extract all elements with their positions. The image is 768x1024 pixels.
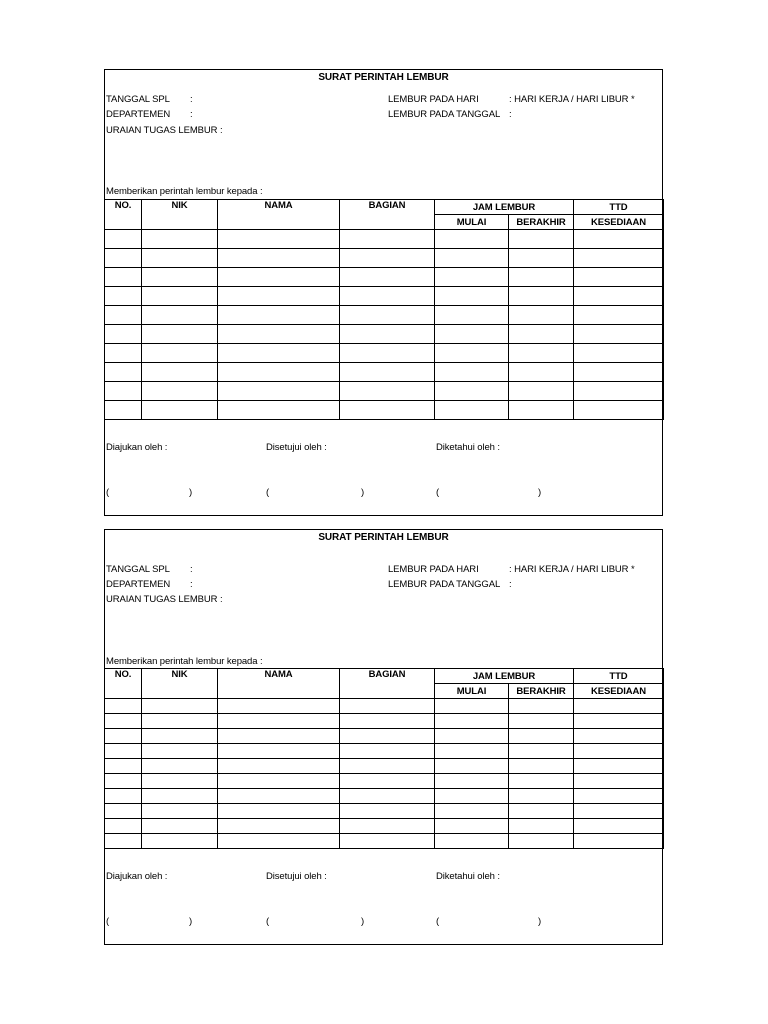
cell-nama[interactable] bbox=[218, 268, 340, 287]
cell-mulai[interactable] bbox=[435, 819, 509, 834]
cell-no[interactable] bbox=[105, 401, 142, 420]
cell-bagian[interactable] bbox=[340, 699, 435, 714]
uraian-tugas-label: URAIAN TUGAS LEMBUR : bbox=[106, 594, 223, 605]
table-row bbox=[105, 363, 664, 382]
lembur-pada-hari-label: LEMBUR PADA HARI bbox=[388, 94, 479, 105]
cell-berakhir[interactable] bbox=[509, 306, 574, 325]
cell-no[interactable] bbox=[105, 344, 142, 363]
cell-bagian[interactable] bbox=[340, 249, 435, 268]
cell-mulai[interactable] bbox=[435, 714, 509, 729]
lembur-pada-tanggal-colon: : bbox=[509, 579, 512, 590]
cell-no[interactable] bbox=[105, 819, 142, 834]
lembur-pada-hari-label: LEMBUR PADA HARI bbox=[388, 564, 479, 575]
cell-nik[interactable] bbox=[142, 306, 218, 325]
cell-ttd[interactable] bbox=[574, 744, 664, 759]
cell-berakhir[interactable] bbox=[509, 729, 574, 744]
cell-mulai[interactable] bbox=[435, 401, 509, 420]
signature-close-paren-1: ) bbox=[189, 916, 193, 927]
overtime-form-2 bbox=[104, 529, 663, 945]
cell-berakhir[interactable] bbox=[509, 774, 574, 789]
table-row bbox=[105, 344, 664, 363]
signature-open-paren-3: ( bbox=[436, 916, 440, 927]
cell-berakhir[interactable] bbox=[509, 744, 574, 759]
cell-mulai[interactable] bbox=[435, 759, 509, 774]
cell-mulai[interactable] bbox=[435, 744, 509, 759]
cell-ttd[interactable] bbox=[574, 759, 664, 774]
cell-no[interactable] bbox=[105, 804, 142, 819]
cell-nik[interactable] bbox=[142, 268, 218, 287]
uraian-tugas-label: URAIAN TUGAS LEMBUR : bbox=[106, 125, 223, 136]
table-row bbox=[105, 819, 664, 834]
cell-ttd[interactable] bbox=[574, 834, 664, 849]
col-header-kesediaan: KESEDIAAN bbox=[574, 684, 664, 699]
signature-close-paren-2: ) bbox=[361, 916, 365, 927]
col-header-mulai: MULAI bbox=[435, 215, 509, 230]
cell-bagian[interactable] bbox=[340, 834, 435, 849]
table-row bbox=[105, 759, 664, 774]
cell-bagian[interactable] bbox=[340, 789, 435, 804]
cell-nik[interactable] bbox=[142, 759, 218, 774]
cell-mulai[interactable] bbox=[435, 804, 509, 819]
signature-close-paren-2: ) bbox=[361, 487, 365, 498]
cell-ttd[interactable] bbox=[574, 729, 664, 744]
cell-mulai[interactable] bbox=[435, 382, 509, 401]
cell-nama[interactable] bbox=[218, 344, 340, 363]
cell-ttd[interactable] bbox=[574, 287, 664, 306]
col-header-jam-lembur: JAM LEMBUR bbox=[435, 200, 574, 215]
col-header-bagian: BAGIAN bbox=[340, 200, 435, 230]
cell-ttd[interactable] bbox=[574, 804, 664, 819]
cell-nama[interactable] bbox=[218, 729, 340, 744]
col-header-ttd: TTD bbox=[574, 669, 664, 684]
cell-no[interactable] bbox=[105, 325, 142, 344]
cell-nama[interactable] bbox=[218, 401, 340, 420]
cell-bagian[interactable] bbox=[340, 804, 435, 819]
table-row bbox=[105, 804, 664, 819]
cell-nik[interactable] bbox=[142, 230, 218, 249]
instruction-text: Memberikan perintah lembur kepada : bbox=[106, 186, 263, 197]
cell-nik[interactable] bbox=[142, 344, 218, 363]
signature-open-paren-3: ( bbox=[436, 487, 440, 498]
col-header-ttd: TTD bbox=[574, 200, 664, 215]
diketahui-oleh-label: Diketahui oleh : bbox=[436, 442, 500, 453]
cell-nama[interactable] bbox=[218, 249, 340, 268]
diajukan-oleh-label: Diajukan oleh : bbox=[106, 442, 168, 453]
cell-nama[interactable] bbox=[218, 699, 340, 714]
departemen-label: DEPARTEMEN bbox=[106, 109, 171, 120]
cell-bagian[interactable] bbox=[340, 325, 435, 344]
cell-mulai[interactable] bbox=[435, 287, 509, 306]
table-row bbox=[105, 306, 664, 325]
cell-no[interactable] bbox=[105, 382, 142, 401]
diajukan-oleh-label: Diajukan oleh : bbox=[106, 871, 168, 882]
cell-mulai[interactable] bbox=[435, 789, 509, 804]
cell-berakhir[interactable] bbox=[509, 230, 574, 249]
cell-nama[interactable] bbox=[218, 789, 340, 804]
table-row bbox=[105, 401, 664, 420]
cell-nik[interactable] bbox=[142, 819, 218, 834]
cell-bagian[interactable] bbox=[340, 401, 435, 420]
cell-ttd[interactable] bbox=[574, 306, 664, 325]
cell-ttd[interactable] bbox=[574, 382, 664, 401]
col-header-berakhir: BERAKHIR bbox=[509, 684, 574, 699]
cell-nik[interactable] bbox=[142, 714, 218, 729]
form-title: SURAT PERINTAH LEMBUR bbox=[318, 532, 449, 543]
cell-bagian[interactable] bbox=[340, 819, 435, 834]
diketahui-oleh-label: Diketahui oleh : bbox=[436, 871, 500, 882]
cell-mulai[interactable] bbox=[435, 268, 509, 287]
cell-ttd[interactable] bbox=[574, 401, 664, 420]
cell-no[interactable] bbox=[105, 249, 142, 268]
cell-nama[interactable] bbox=[218, 834, 340, 849]
cell-berakhir[interactable] bbox=[509, 382, 574, 401]
cell-ttd[interactable] bbox=[574, 714, 664, 729]
cell-bagian[interactable] bbox=[340, 729, 435, 744]
signature-close-paren-3: ) bbox=[538, 487, 542, 498]
table-row bbox=[105, 382, 664, 401]
col-header-nama: NAMA bbox=[218, 200, 340, 230]
table-row bbox=[105, 230, 664, 249]
departemen-colon: : bbox=[190, 109, 193, 120]
cell-ttd[interactable] bbox=[574, 268, 664, 287]
cell-bagian[interactable] bbox=[340, 287, 435, 306]
cell-bagian[interactable] bbox=[340, 744, 435, 759]
signature-open-paren-2: ( bbox=[266, 487, 270, 498]
lembur-pada-hari-value: : HARI KERJA / HARI LIBUR * bbox=[509, 564, 635, 575]
cell-nik[interactable] bbox=[142, 774, 218, 789]
cell-berakhir[interactable] bbox=[509, 699, 574, 714]
cell-no[interactable] bbox=[105, 774, 142, 789]
table-row bbox=[105, 729, 664, 744]
cell-berakhir[interactable] bbox=[509, 344, 574, 363]
col-header-jam-lembur: JAM LEMBUR bbox=[435, 669, 574, 684]
cell-ttd[interactable] bbox=[574, 819, 664, 834]
table-row bbox=[105, 834, 664, 849]
cell-bagian[interactable] bbox=[340, 363, 435, 382]
cell-bagian[interactable] bbox=[340, 774, 435, 789]
cell-nama[interactable] bbox=[218, 819, 340, 834]
cell-berakhir[interactable] bbox=[509, 363, 574, 382]
cell-nama[interactable] bbox=[218, 744, 340, 759]
cell-bagian[interactable] bbox=[340, 714, 435, 729]
form-title: SURAT PERINTAH LEMBUR bbox=[318, 72, 449, 83]
cell-nik[interactable] bbox=[142, 804, 218, 819]
cell-no[interactable] bbox=[105, 759, 142, 774]
cell-nama[interactable] bbox=[218, 306, 340, 325]
col-header-berakhir: BERAKHIR bbox=[509, 215, 574, 230]
cell-nama[interactable] bbox=[218, 363, 340, 382]
cell-nama[interactable] bbox=[218, 382, 340, 401]
cell-ttd[interactable] bbox=[574, 249, 664, 268]
cell-nama[interactable] bbox=[218, 287, 340, 306]
cell-bagian[interactable] bbox=[340, 306, 435, 325]
cell-berakhir[interactable] bbox=[509, 401, 574, 420]
col-header-no: NO. bbox=[105, 669, 142, 699]
cell-nama[interactable] bbox=[218, 714, 340, 729]
cell-nama[interactable] bbox=[218, 804, 340, 819]
cell-ttd[interactable] bbox=[574, 344, 664, 363]
cell-mulai[interactable] bbox=[435, 306, 509, 325]
cell-ttd[interactable] bbox=[574, 774, 664, 789]
cell-berakhir[interactable] bbox=[509, 789, 574, 804]
col-header-nik: NIK bbox=[142, 669, 218, 699]
cell-bagian[interactable] bbox=[340, 230, 435, 249]
cell-mulai[interactable] bbox=[435, 249, 509, 268]
table-row bbox=[105, 287, 664, 306]
cell-berakhir[interactable] bbox=[509, 819, 574, 834]
cell-no[interactable] bbox=[105, 268, 142, 287]
cell-nik[interactable] bbox=[142, 744, 218, 759]
cell-bagian[interactable] bbox=[340, 759, 435, 774]
cell-mulai[interactable] bbox=[435, 230, 509, 249]
cell-berakhir[interactable] bbox=[509, 325, 574, 344]
cell-berakhir[interactable] bbox=[509, 287, 574, 306]
cell-nik[interactable] bbox=[142, 249, 218, 268]
table-row bbox=[105, 249, 664, 268]
cell-bagian[interactable] bbox=[340, 382, 435, 401]
cell-no[interactable] bbox=[105, 306, 142, 325]
cell-no[interactable] bbox=[105, 287, 142, 306]
tanggal-spl-label: TANGGAL SPL bbox=[106, 564, 170, 575]
cell-mulai[interactable] bbox=[435, 774, 509, 789]
tanggal-spl-colon: : bbox=[190, 94, 193, 105]
cell-berakhir[interactable] bbox=[509, 714, 574, 729]
lembur-pada-hari-value: : HARI KERJA / HARI LIBUR * bbox=[509, 94, 635, 105]
tanggal-spl-colon: : bbox=[190, 564, 193, 575]
cell-no[interactable] bbox=[105, 834, 142, 849]
col-header-mulai: MULAI bbox=[435, 684, 509, 699]
cell-nik[interactable] bbox=[142, 789, 218, 804]
cell-nik[interactable] bbox=[142, 699, 218, 714]
table-row bbox=[105, 325, 664, 344]
instruction-text: Memberikan perintah lembur kepada : bbox=[106, 656, 263, 667]
col-header-kesediaan: KESEDIAAN bbox=[574, 215, 664, 230]
cell-mulai[interactable] bbox=[435, 729, 509, 744]
signature-open-paren-1: ( bbox=[106, 916, 110, 927]
cell-no[interactable] bbox=[105, 363, 142, 382]
cell-ttd[interactable] bbox=[574, 230, 664, 249]
disetujui-oleh-label: Disetujui oleh : bbox=[266, 442, 327, 453]
cell-nik[interactable] bbox=[142, 382, 218, 401]
signature-open-paren-2: ( bbox=[266, 916, 270, 927]
col-header-bagian: BAGIAN bbox=[340, 669, 435, 699]
cell-bagian[interactable] bbox=[340, 268, 435, 287]
cell-bagian[interactable] bbox=[340, 344, 435, 363]
lembur-pada-tanggal-label: LEMBUR PADA TANGGAL bbox=[388, 109, 501, 120]
table-row bbox=[105, 268, 664, 287]
employee-table bbox=[104, 668, 664, 849]
table-row bbox=[105, 774, 664, 789]
cell-berakhir[interactable] bbox=[509, 834, 574, 849]
departemen-colon: : bbox=[190, 579, 193, 590]
signature-close-paren-3: ) bbox=[538, 916, 542, 927]
cell-mulai[interactable] bbox=[435, 344, 509, 363]
table-row bbox=[105, 744, 664, 759]
cell-ttd[interactable] bbox=[574, 325, 664, 344]
cell-nik[interactable] bbox=[142, 401, 218, 420]
table-row bbox=[105, 714, 664, 729]
col-header-nik: NIK bbox=[142, 200, 218, 230]
cell-no[interactable] bbox=[105, 744, 142, 759]
cell-berakhir[interactable] bbox=[509, 268, 574, 287]
table-row bbox=[105, 789, 664, 804]
cell-no[interactable] bbox=[105, 729, 142, 744]
cell-nama[interactable] bbox=[218, 230, 340, 249]
cell-nik[interactable] bbox=[142, 363, 218, 382]
employee-table bbox=[104, 199, 664, 420]
lembur-pada-tanggal-label: LEMBUR PADA TANGGAL bbox=[388, 579, 501, 590]
cell-no[interactable] bbox=[105, 230, 142, 249]
cell-berakhir[interactable] bbox=[509, 249, 574, 268]
cell-ttd[interactable] bbox=[574, 789, 664, 804]
cell-ttd[interactable] bbox=[574, 363, 664, 382]
disetujui-oleh-label: Disetujui oleh : bbox=[266, 871, 327, 882]
cell-berakhir[interactable] bbox=[509, 759, 574, 774]
signature-close-paren-1: ) bbox=[189, 487, 193, 498]
cell-ttd[interactable] bbox=[574, 699, 664, 714]
cell-mulai[interactable] bbox=[435, 699, 509, 714]
departemen-label: DEPARTEMEN bbox=[106, 579, 171, 590]
cell-nama[interactable] bbox=[218, 759, 340, 774]
cell-nik[interactable] bbox=[142, 834, 218, 849]
cell-mulai[interactable] bbox=[435, 325, 509, 344]
cell-nik[interactable] bbox=[142, 287, 218, 306]
col-header-nama: NAMA bbox=[218, 669, 340, 699]
cell-nik[interactable] bbox=[142, 729, 218, 744]
cell-nik[interactable] bbox=[142, 325, 218, 344]
cell-no[interactable] bbox=[105, 699, 142, 714]
lembur-pada-tanggal-colon: : bbox=[509, 109, 512, 120]
cell-no[interactable] bbox=[105, 789, 142, 804]
cell-mulai[interactable] bbox=[435, 363, 509, 382]
signature-open-paren-1: ( bbox=[106, 487, 110, 498]
col-header-no: NO. bbox=[105, 200, 142, 230]
cell-nama[interactable] bbox=[218, 325, 340, 344]
cell-nama[interactable] bbox=[218, 774, 340, 789]
cell-berakhir[interactable] bbox=[509, 804, 574, 819]
tanggal-spl-label: TANGGAL SPL bbox=[106, 94, 170, 105]
table-row bbox=[105, 699, 664, 714]
overtime-form-1 bbox=[104, 69, 663, 516]
cell-mulai[interactable] bbox=[435, 834, 509, 849]
cell-no[interactable] bbox=[105, 714, 142, 729]
